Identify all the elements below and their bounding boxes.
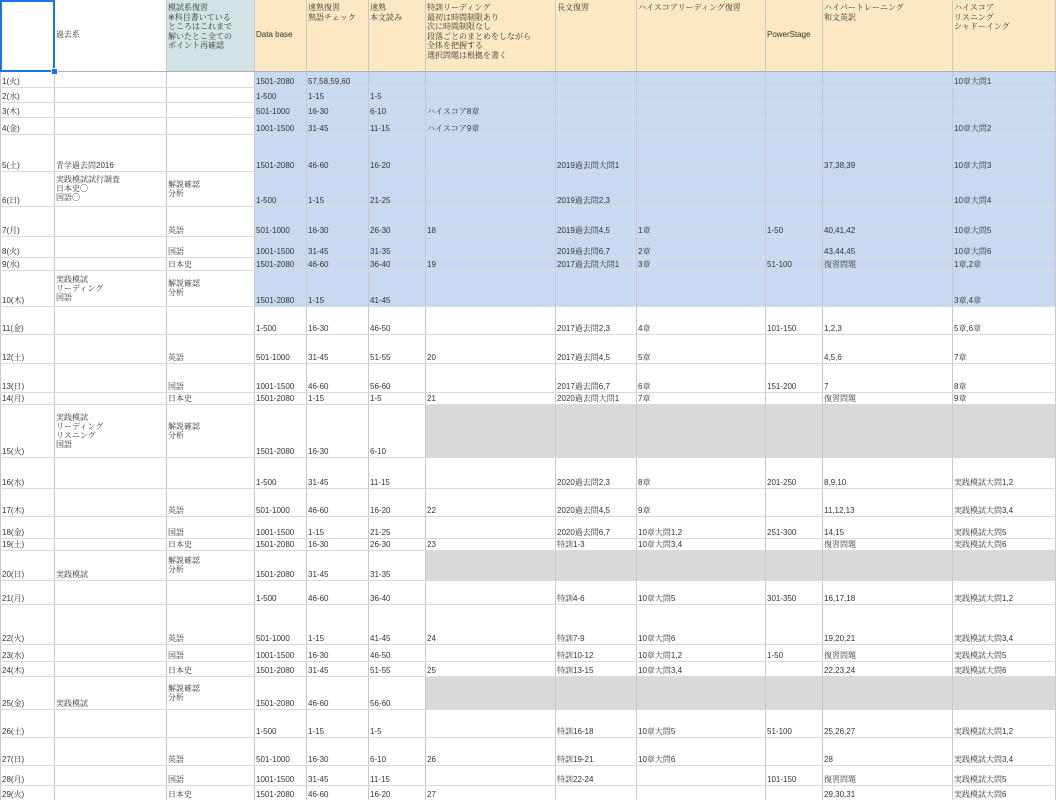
table-cell[interactable]: 1001-1500 xyxy=(256,651,295,660)
table-cell[interactable]: 1-15 xyxy=(308,296,325,305)
row-divider xyxy=(0,102,1056,103)
table-cell[interactable]: 1501-2080 xyxy=(256,296,295,305)
row-divider xyxy=(0,404,1056,405)
table-cell[interactable]: 1-15 xyxy=(308,528,325,537)
table-cell[interactable]: 1001-1500 xyxy=(256,775,295,784)
table-cell[interactable]: 1001-1500 xyxy=(256,528,295,537)
table-cell[interactable]: 特訓7-9 xyxy=(557,634,585,643)
column-header[interactable]: Data base xyxy=(254,0,306,71)
table-cell[interactable]: 1501-2080 xyxy=(256,77,295,86)
table-cell[interactable]: 10章大問2 xyxy=(954,124,992,133)
table-cell[interactable]: 25 xyxy=(427,666,436,675)
date-cell[interactable]: 15(火) xyxy=(2,447,25,456)
row-divider xyxy=(0,87,1056,88)
table-cell[interactable]: 1-500 xyxy=(256,478,277,487)
date-cell[interactable]: 6(日) xyxy=(2,196,20,205)
table-cell[interactable]: 実践模試大問1,2 xyxy=(954,478,1014,487)
date-cell[interactable]: 27(日) xyxy=(2,755,25,764)
table-cell[interactable]: 4,5,6 xyxy=(824,353,842,362)
table-cell[interactable]: 28 xyxy=(824,755,833,764)
table-cell[interactable]: 特訓19-21 xyxy=(557,755,594,764)
table-cell[interactable]: 51-55 xyxy=(370,666,391,675)
table-cell[interactable]: 1501-2080 xyxy=(256,790,295,799)
table-cell[interactable]: 27 xyxy=(427,790,436,799)
table-cell[interactable]: 101-150 xyxy=(767,775,797,784)
table-cell[interactable]: 31-45 xyxy=(308,775,329,784)
table-cell[interactable]: 1001-1500 xyxy=(256,247,295,256)
table-cell[interactable]: 11-15 xyxy=(370,124,390,133)
table-cell[interactable]: 解説確認 分析 xyxy=(168,179,200,198)
selected-cell-outline[interactable] xyxy=(0,0,55,72)
table-cell[interactable]: 31-45 xyxy=(308,353,329,362)
row-divider xyxy=(0,709,1056,710)
table-cell[interactable]: 1501-2080 xyxy=(256,540,295,549)
table-cell[interactable]: 復習問題 xyxy=(824,540,856,549)
table-cell[interactable]: 2章 xyxy=(638,247,651,256)
table-cell[interactable]: 国語 xyxy=(168,775,184,784)
table-cell[interactable]: 1-5 xyxy=(370,92,382,101)
table-cell[interactable]: 21 xyxy=(427,394,436,403)
table-cell[interactable]: 16-20 xyxy=(370,506,391,515)
table-cell[interactable]: 16-30 xyxy=(308,755,329,764)
table-cell[interactable]: 2019過去問大問1 xyxy=(557,161,620,170)
date-cell[interactable]: 3(木) xyxy=(2,107,20,116)
table-cell[interactable]: 1501-2080 xyxy=(256,394,295,403)
date-cell[interactable]: 23(水) xyxy=(2,651,25,660)
date-cell[interactable]: 5(土) xyxy=(2,161,20,170)
table-cell[interactable]: 31-45 xyxy=(308,666,329,675)
table-cell[interactable]: 46-50 xyxy=(370,324,391,333)
table-cell[interactable]: 英語 xyxy=(168,506,184,515)
table-cell[interactable]: ハイスコア9章 xyxy=(427,124,480,133)
date-cell[interactable]: 9(水) xyxy=(2,260,20,269)
table-cell[interactable]: 501-1000 xyxy=(256,107,290,116)
table-cell[interactable]: 10章大問6 xyxy=(638,755,676,764)
table-cell[interactable]: 復習問題 xyxy=(824,651,856,660)
row-divider xyxy=(0,71,1056,72)
table-cell[interactable]: 1501-2080 xyxy=(256,260,295,269)
table-cell[interactable]: 251-300 xyxy=(767,528,797,537)
shaded-band xyxy=(425,550,1056,580)
date-cell[interactable]: 10(木) xyxy=(2,296,25,305)
date-cell[interactable]: 16(水) xyxy=(2,478,25,487)
table-cell[interactable]: 26-30 xyxy=(370,226,391,235)
row-divider xyxy=(0,117,1056,118)
table-cell[interactable]: 実践模試大問5 xyxy=(954,528,1007,537)
table-cell[interactable]: 46-60 xyxy=(308,790,329,799)
table-cell[interactable]: 41-45 xyxy=(370,634,391,643)
highlight-band xyxy=(254,71,1056,87)
table-cell[interactable]: 22 xyxy=(427,506,436,515)
table-cell[interactable]: 40,41,42 xyxy=(824,226,856,235)
table-cell[interactable]: 1501-2080 xyxy=(256,161,295,170)
column-header[interactable]: 模試系復習 ※科目書いている ところはこれまで 解いたとこ全ての ポイント再確認 xyxy=(166,0,254,71)
table-cell[interactable]: 36-40 xyxy=(370,594,391,603)
table-cell[interactable]: 2017過去問2,3 xyxy=(557,324,610,333)
table-cell[interactable]: 16-20 xyxy=(370,790,391,799)
table-cell[interactable]: 1001-1500 xyxy=(256,124,295,133)
table-cell[interactable]: 復習問題 xyxy=(824,394,856,403)
column-header[interactable]: 特訓リーディング 最初は時間制限あり 次に時間制限なし 段落ごとのまとめをしながら 全体を把握する 選択問題は根拠を書く xyxy=(425,0,555,71)
table-cell[interactable]: 実践模試 リーディング 国語 xyxy=(56,274,104,302)
table-cell[interactable]: 201-250 xyxy=(767,478,797,487)
table-cell[interactable]: 1章 xyxy=(638,226,651,235)
table-cell[interactable]: 実践模試 xyxy=(56,570,88,579)
table-cell[interactable]: 11-15 xyxy=(370,775,390,784)
table-cell[interactable]: 2020過去問4,5 xyxy=(557,506,610,515)
table-cell[interactable]: 1501-2080 xyxy=(256,666,295,675)
table-cell[interactable]: 1-15 xyxy=(308,92,325,101)
table-cell[interactable]: 実践模試大問3,4 xyxy=(954,755,1014,764)
row-divider xyxy=(0,550,1056,551)
table-cell[interactable]: 20 xyxy=(427,353,436,362)
column-header[interactable]: 速熟 本文読み xyxy=(368,0,425,71)
shaded-band xyxy=(425,676,1056,709)
table-cell[interactable]: 実践模試大問6 xyxy=(954,540,1007,549)
column-header[interactable]: ハイパートレーニング 和文英訳 xyxy=(822,0,952,71)
table-cell[interactable]: 10章大問3,4 xyxy=(638,666,683,675)
table-cell[interactable]: 実践模試大問3,4 xyxy=(954,634,1014,643)
row-divider xyxy=(0,785,1056,786)
table-cell[interactable]: 31-35 xyxy=(370,247,391,256)
column-divider xyxy=(54,0,55,800)
column-header[interactable]: 速熟復習 熟語チェック xyxy=(306,0,368,71)
table-cell[interactable]: 16-20 xyxy=(370,161,391,170)
table-cell[interactable]: 4章 xyxy=(638,324,651,333)
table-cell[interactable]: 10章大問5 xyxy=(638,727,676,736)
table-cell[interactable]: 実践模試試行調査 日本史〇 国語〇 xyxy=(56,175,120,202)
table-cell[interactable]: 10章大問3,4 xyxy=(638,540,683,549)
table-cell[interactable]: 11,12,13 xyxy=(824,506,855,515)
table-cell[interactable]: 501-1000 xyxy=(256,634,290,643)
table-cell[interactable]: 25,26,27 xyxy=(824,727,856,736)
table-cell[interactable]: 43,44,45 xyxy=(824,247,856,256)
table-cell[interactable]: 1-15 xyxy=(308,634,325,643)
table-cell[interactable]: 56-60 xyxy=(370,382,391,391)
table-cell[interactable]: 実践模試大問1,2 xyxy=(954,727,1014,736)
table-cell[interactable]: 2017過去問大問1 xyxy=(557,260,620,269)
table-cell[interactable]: 9章 xyxy=(954,394,967,403)
table-cell[interactable]: 2019過去問6,7 xyxy=(557,247,610,256)
fill-handle[interactable] xyxy=(51,68,58,75)
table-cell[interactable]: 22,23,24 xyxy=(824,666,856,675)
table-cell[interactable]: 10章大問3 xyxy=(954,161,992,170)
table-cell[interactable]: 国語 xyxy=(168,528,184,537)
date-cell[interactable]: 24(木) xyxy=(2,666,25,675)
table-cell[interactable]: 英語 xyxy=(168,226,184,235)
table-cell[interactable]: 1-500 xyxy=(256,196,277,205)
table-cell[interactable]: 1501-2080 xyxy=(256,447,295,456)
table-cell[interactable]: 1501-2080 xyxy=(256,570,295,579)
row-divider xyxy=(0,737,1056,738)
table-cell[interactable]: 復習問題 xyxy=(824,260,856,269)
table-cell[interactable]: 19,20,21 xyxy=(824,634,856,643)
table-cell[interactable]: 実践模試大問6 xyxy=(954,666,1007,675)
table-cell[interactable]: 3章 xyxy=(638,260,651,269)
table-cell[interactable]: 7章 xyxy=(954,353,967,362)
date-cell[interactable]: 17(木) xyxy=(2,506,25,515)
table-cell[interactable]: 24 xyxy=(427,634,436,643)
table-cell[interactable]: 19 xyxy=(427,260,436,269)
table-cell[interactable]: 2020過去問2,3 xyxy=(557,478,610,487)
table-cell[interactable]: 101-150 xyxy=(767,324,797,333)
table-cell[interactable]: 46-60 xyxy=(308,382,329,391)
row-divider xyxy=(0,206,1056,207)
table-cell[interactable]: 1-15 xyxy=(308,727,325,736)
table-cell[interactable]: 46-60 xyxy=(308,260,329,269)
table-cell[interactable]: 31-45 xyxy=(308,247,329,256)
table-cell[interactable]: 英語 xyxy=(168,755,184,764)
table-cell[interactable]: 3章,4章 xyxy=(954,296,982,305)
table-cell[interactable]: 501-1000 xyxy=(256,353,290,362)
row-divider xyxy=(0,306,1056,307)
table-cell[interactable]: 10章大問5 xyxy=(638,594,676,603)
table-cell[interactable]: 実践模試大問6 xyxy=(954,790,1007,799)
table-cell[interactable]: 1-50 xyxy=(767,651,784,660)
table-cell[interactable]: 1-15 xyxy=(308,196,325,205)
table-cell[interactable]: 1-500 xyxy=(256,92,277,101)
table-cell[interactable]: 国語 xyxy=(168,247,184,256)
table-cell[interactable]: 46-50 xyxy=(370,651,391,660)
table-cell[interactable]: 特訓22-24 xyxy=(557,775,594,784)
table-cell[interactable]: 26 xyxy=(427,755,436,764)
table-cell[interactable]: 46-60 xyxy=(308,506,329,515)
table-cell[interactable]: 46-60 xyxy=(308,161,329,170)
table-cell[interactable]: 1,2,3 xyxy=(824,324,842,333)
table-cell[interactable]: 日本史 xyxy=(168,540,192,549)
column-header[interactable]: ハイスコアリーディング復習 xyxy=(636,0,765,71)
date-cell[interactable]: 7(月) xyxy=(2,226,20,235)
table-cell[interactable]: 1-500 xyxy=(256,727,277,736)
table-cell[interactable]: 2019過去問4,5 xyxy=(557,226,610,235)
table-cell[interactable]: 16-30 xyxy=(308,226,329,235)
table-cell[interactable]: 2020過去問大問1 xyxy=(557,394,620,403)
date-cell[interactable]: 14(月) xyxy=(2,394,25,403)
table-cell[interactable]: 46-60 xyxy=(308,699,329,708)
table-cell[interactable]: 501-1000 xyxy=(256,506,290,515)
table-cell[interactable]: 1-500 xyxy=(256,324,277,333)
date-cell[interactable]: 28(月) xyxy=(2,775,25,784)
table-cell[interactable]: 実践模試大問5 xyxy=(954,775,1007,784)
table-cell[interactable]: 21-25 xyxy=(370,196,391,205)
table-cell[interactable]: 特訓16-18 xyxy=(557,727,594,736)
table-cell[interactable]: 31-45 xyxy=(308,478,329,487)
table-cell[interactable]: 解説確認 分析 xyxy=(168,421,200,440)
date-cell[interactable]: 8(火) xyxy=(2,247,20,256)
date-cell[interactable]: 26(土) xyxy=(2,727,25,736)
table-cell[interactable]: 日本史 xyxy=(168,666,192,675)
row-divider xyxy=(0,676,1056,677)
table-cell[interactable]: 14,15 xyxy=(824,528,845,537)
row-divider xyxy=(0,457,1056,458)
table-cell[interactable]: 8,9,10 xyxy=(824,478,847,487)
table-cell[interactable]: 2020過去問6,7 xyxy=(557,528,610,537)
table-cell[interactable]: 51-100 xyxy=(767,260,792,269)
table-cell[interactable]: 2019過去問2,3 xyxy=(557,196,610,205)
table-cell[interactable]: 31-35 xyxy=(370,570,391,579)
table-cell[interactable]: 国語 xyxy=(168,651,184,660)
table-cell[interactable]: 2017過去問4,5 xyxy=(557,353,610,362)
table-cell[interactable]: 31-45 xyxy=(308,570,329,579)
table-cell[interactable]: 1001-1500 xyxy=(256,382,295,391)
table-cell[interactable]: 特訓13-15 xyxy=(557,666,594,675)
table-cell[interactable]: 8章 xyxy=(954,382,967,391)
row-divider xyxy=(0,538,1056,539)
table-cell[interactable]: 解説確認 分析 xyxy=(168,556,200,574)
table-cell[interactable]: 10章大問6 xyxy=(954,247,992,256)
table-cell[interactable]: 23 xyxy=(427,540,436,549)
table-cell[interactable]: 51-100 xyxy=(767,727,792,736)
table-cell[interactable]: 6章 xyxy=(638,382,651,391)
table-cell[interactable]: 特訓1-3 xyxy=(557,540,585,549)
table-cell[interactable]: 51-55 xyxy=(370,353,391,362)
row-divider xyxy=(0,580,1056,581)
column-header[interactable]: ハイスコア リスニング シャドーイング xyxy=(952,0,1056,71)
table-cell[interactable]: 501-1000 xyxy=(256,755,290,764)
row-divider xyxy=(0,334,1056,335)
row-divider xyxy=(0,363,1056,364)
row-divider xyxy=(0,644,1056,645)
row-divider xyxy=(0,516,1056,517)
date-cell[interactable]: 13(日) xyxy=(2,382,25,391)
table-cell[interactable]: 16-30 xyxy=(308,447,329,456)
date-cell[interactable]: 18(金) xyxy=(2,528,25,537)
date-cell[interactable]: 11(金) xyxy=(2,324,24,333)
column-divider xyxy=(765,0,766,800)
table-cell[interactable]: 実践模試大問5 xyxy=(954,651,1007,660)
table-cell[interactable]: 301-350 xyxy=(767,594,797,603)
date-cell[interactable]: 22(火) xyxy=(2,634,25,643)
table-cell[interactable]: 26-30 xyxy=(370,540,391,549)
table-cell[interactable]: 21-25 xyxy=(370,528,391,537)
table-cell[interactable]: 1-500 xyxy=(256,594,277,603)
table-cell[interactable]: 特訓4-6 xyxy=(557,594,585,603)
table-cell[interactable]: 解説確認 分析 xyxy=(168,279,200,297)
table-cell[interactable]: 29,30,31 xyxy=(824,790,856,799)
table-cell[interactable]: 1-5 xyxy=(370,727,382,736)
table-cell[interactable]: 実践模試大問3,4 xyxy=(954,506,1014,515)
table-cell[interactable]: 国語 xyxy=(168,382,184,391)
table-cell[interactable]: 31-45 xyxy=(308,124,329,133)
table-cell[interactable]: 18 xyxy=(427,226,436,235)
row-divider xyxy=(0,134,1056,135)
table-cell[interactable]: 復習問題 xyxy=(824,775,856,784)
table-cell[interactable]: 英語 xyxy=(168,634,184,643)
table-cell[interactable]: 6-10 xyxy=(370,107,387,116)
table-cell[interactable]: 16-30 xyxy=(308,107,329,116)
shaded-band xyxy=(425,404,1056,457)
table-cell[interactable]: 10章大問6 xyxy=(638,634,676,643)
date-cell[interactable]: 25(金) xyxy=(2,699,25,708)
table-cell[interactable]: 501-1000 xyxy=(256,226,290,235)
table-cell[interactable]: 実践模試 リーディング リスニング 国語 xyxy=(56,412,104,449)
table-cell[interactable]: 11-15 xyxy=(370,478,390,487)
table-cell[interactable]: 56-60 xyxy=(370,699,391,708)
table-cell[interactable]: 英語 xyxy=(168,353,184,362)
table-cell[interactable]: 57,58,59,60 xyxy=(308,77,351,86)
table-cell[interactable]: 青学過去問2016 xyxy=(56,161,114,170)
table-cell[interactable]: 151-200 xyxy=(767,382,797,391)
row-divider xyxy=(0,236,1056,237)
date-cell[interactable]: 12(土) xyxy=(2,353,25,362)
table-cell[interactable]: 16,17,18 xyxy=(824,594,856,603)
date-cell[interactable]: 1(火) xyxy=(2,77,20,86)
table-cell[interactable]: 特訓10-12 xyxy=(557,651,594,660)
row-divider xyxy=(0,604,1056,605)
table-cell[interactable]: 10章大問1,2 xyxy=(638,651,683,660)
column-header[interactable]: PowerStage xyxy=(765,0,822,71)
column-header[interactable]: 長文復習 xyxy=(555,0,636,71)
table-cell[interactable]: 16-30 xyxy=(308,651,329,660)
row-divider xyxy=(0,661,1056,662)
table-cell[interactable]: 5章,6章 xyxy=(954,324,982,333)
table-cell[interactable]: 2017過去問6,7 xyxy=(557,382,610,391)
table-cell[interactable]: 7章 xyxy=(638,394,651,403)
table-cell[interactable]: 日本史 xyxy=(168,394,192,403)
column-header[interactable]: 過去系 xyxy=(54,0,166,71)
table-cell[interactable]: 1-50 xyxy=(767,226,784,235)
table-cell[interactable]: 8章 xyxy=(638,478,651,487)
row-divider xyxy=(0,257,1056,258)
table-cell[interactable]: 日本史 xyxy=(168,790,192,799)
table-cell[interactable]: 10章大問1,2 xyxy=(638,528,683,537)
row-divider xyxy=(0,270,1056,271)
table-cell[interactable]: 41-45 xyxy=(370,296,391,305)
table-cell[interactable]: 1章,2章 xyxy=(954,260,982,269)
table-cell[interactable]: 10章大問5 xyxy=(954,226,992,235)
table-cell[interactable]: ハイスコア8章 xyxy=(427,107,480,116)
table-cell[interactable]: 日本史 xyxy=(168,260,192,269)
table-cell[interactable]: 実践模試大問1,2 xyxy=(954,594,1014,603)
row-divider xyxy=(0,171,1056,172)
table-cell[interactable]: 1-5 xyxy=(370,394,382,403)
table-cell[interactable]: 16-30 xyxy=(308,540,329,549)
date-cell[interactable]: 2(水) xyxy=(2,92,20,101)
table-cell[interactable]: 6-10 xyxy=(370,755,387,764)
table-cell[interactable]: 解説確認 分析 xyxy=(168,683,200,702)
table-cell[interactable]: 36-40 xyxy=(370,260,391,269)
date-cell[interactable]: 29(火) xyxy=(2,790,25,799)
date-cell[interactable]: 20(日) xyxy=(2,570,25,579)
table-cell[interactable]: 6-10 xyxy=(370,447,387,456)
table-cell[interactable]: 16-30 xyxy=(308,324,329,333)
row-divider xyxy=(0,392,1056,393)
date-cell[interactable]: 19(土) xyxy=(2,540,25,549)
date-cell[interactable]: 21(月) xyxy=(2,594,25,603)
table-cell[interactable]: 10章大問1 xyxy=(954,77,992,86)
table-cell[interactable]: 7 xyxy=(824,382,829,391)
table-cell[interactable]: 10章大問4 xyxy=(954,196,992,205)
row-divider xyxy=(0,765,1056,766)
table-cell[interactable]: 5章 xyxy=(638,353,651,362)
table-cell[interactable]: 実践模試 xyxy=(56,699,88,708)
date-cell[interactable]: 4(金) xyxy=(2,124,20,133)
row-divider xyxy=(0,488,1056,489)
table-cell[interactable]: 37,38,39 xyxy=(824,161,856,170)
table-cell[interactable]: 9章 xyxy=(638,506,651,515)
table-cell[interactable]: 1501-2080 xyxy=(256,699,295,708)
table-cell[interactable]: 46-60 xyxy=(308,594,329,603)
table-cell[interactable]: 1-15 xyxy=(308,394,325,403)
